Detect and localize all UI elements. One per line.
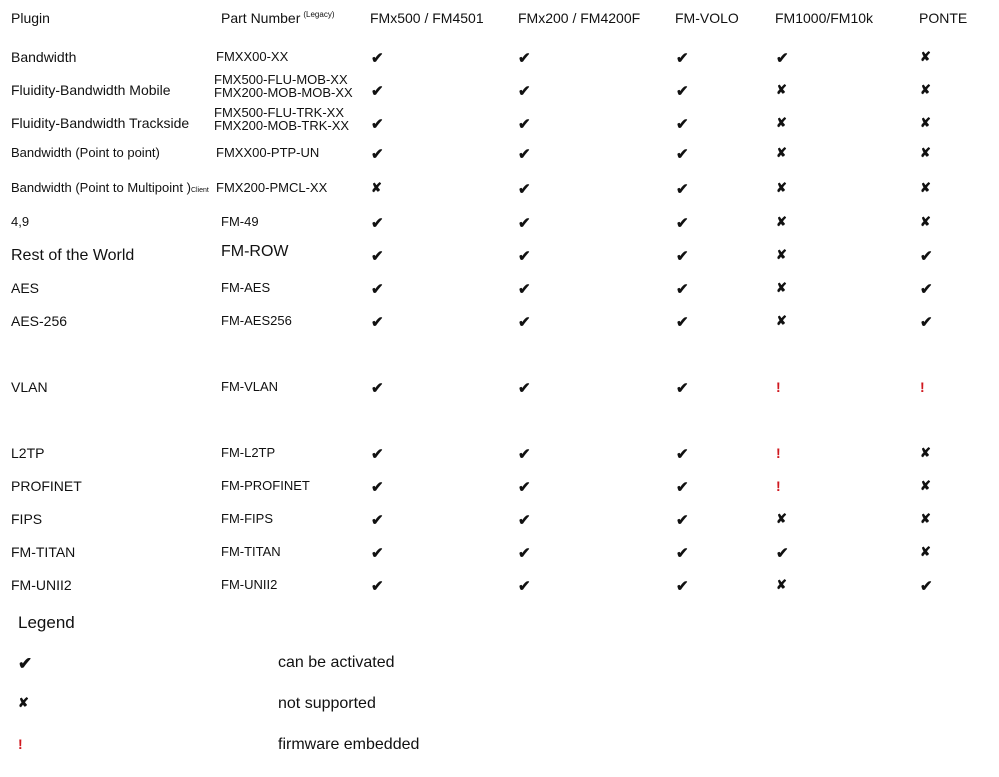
- check-icon: ✔: [518, 578, 531, 595]
- check-icon: ✔: [371, 512, 384, 529]
- cross-icon: ✘: [776, 145, 787, 160]
- plugin-name: [11, 280, 39, 296]
- check-icon: ✔: [676, 181, 689, 198]
- plugin-label: Bandwidth: [11, 49, 77, 65]
- check-icon: ✔: [371, 116, 384, 133]
- cross-icon: ✘: [776, 511, 787, 526]
- cross-icon: ✘: [920, 115, 931, 130]
- part-number-line: FM-TITAN: [221, 544, 281, 559]
- plugin-name: [11, 247, 134, 265]
- check-icon: ✔: [371, 479, 384, 496]
- plugin-note: Client: [190, 187, 209, 194]
- exclamation-icon: !: [776, 445, 781, 461]
- check-icon: ✔: [676, 479, 689, 496]
- plugin-name: [11, 214, 29, 229]
- part-number-line: FMX500-FLU-MOB-XX: [214, 72, 348, 87]
- plugin-label: VLAN: [11, 379, 48, 395]
- part-number-line: FM-UNII2: [221, 577, 278, 592]
- plugin-name: [11, 115, 189, 131]
- cross-icon: ✘: [920, 445, 931, 460]
- plugin-label: FM-TITAN: [11, 544, 76, 560]
- check-icon: ✔: [676, 50, 689, 67]
- column-header-device-3: FM-VOLO: [675, 10, 739, 26]
- check-icon: ✔: [371, 446, 384, 463]
- cross-icon: ✘: [776, 313, 787, 328]
- plugin-name: [11, 313, 67, 329]
- plugin-label: L2TP: [11, 445, 45, 461]
- plugin-name: [11, 577, 72, 593]
- part-number: [216, 146, 319, 159]
- plugin-label: AES-256: [11, 313, 68, 329]
- plugin-label: Fluidity-Bandwidth Mobile: [11, 82, 171, 98]
- cross-icon: ✘: [776, 214, 787, 229]
- exclamation-icon: !: [18, 736, 23, 752]
- check-icon: ✔: [676, 545, 689, 562]
- part-number-line: FM-49: [221, 214, 259, 229]
- part-number: [221, 512, 273, 525]
- part-number: [221, 245, 289, 258]
- part-number-line: FM-PROFINET: [221, 478, 310, 493]
- part-number: [221, 314, 292, 327]
- cross-icon: ✘: [920, 544, 931, 559]
- check-icon: ✔: [371, 83, 384, 100]
- check-icon: ✔: [518, 83, 531, 100]
- part-number: [221, 479, 310, 492]
- column-header-device-5: PONTE: [919, 10, 968, 26]
- table-header: [0, 0, 999, 33]
- check-icon: ✔: [18, 654, 33, 673]
- cross-icon: ✘: [776, 115, 787, 130]
- plugin-label: Rest of the World: [11, 247, 135, 264]
- check-icon: ✔: [676, 314, 689, 331]
- part-number-line: FM-AES256: [221, 313, 292, 328]
- part-number-line: FM-AES: [221, 280, 271, 295]
- legacy-note: (Legacy): [303, 10, 335, 20]
- plugin-name: [11, 145, 160, 160]
- legend-item: [0, 695, 999, 719]
- check-icon: ✔: [518, 116, 531, 133]
- cross-icon: ✘: [776, 180, 787, 195]
- check-icon: ✔: [371, 215, 384, 232]
- part-number-line: FM-L2TP: [221, 445, 276, 460]
- check-icon: ✔: [676, 146, 689, 163]
- check-icon: ✔: [518, 181, 531, 198]
- plugin-name: [11, 379, 48, 395]
- check-icon: ✔: [371, 50, 384, 67]
- check-icon: ✔: [920, 314, 933, 331]
- check-icon: ✔: [676, 281, 689, 298]
- plugin-label: Fluidity-Bandwidth Trackside: [11, 115, 190, 131]
- cross-icon: ✘: [371, 180, 382, 195]
- legend-title: Legend: [18, 613, 75, 632]
- check-icon: ✔: [518, 446, 531, 463]
- part-number-line: FMX200-PMCL-XX: [216, 180, 328, 195]
- cross-icon: ✘: [776, 82, 787, 97]
- check-icon: ✔: [371, 314, 384, 331]
- part-number-line: FMXX00-PTP-UN: [216, 145, 320, 160]
- check-icon: ✔: [920, 281, 933, 298]
- legend-item: [0, 654, 999, 678]
- check-icon: ✔: [518, 281, 531, 298]
- part-number: [214, 73, 353, 99]
- check-icon: ✔: [518, 50, 531, 67]
- part-number-line: FMX200-MOB-TRK-XX: [214, 118, 350, 133]
- check-icon: ✔: [371, 545, 384, 562]
- part-number-label: Part Number: [221, 10, 301, 26]
- check-icon: ✔: [518, 215, 531, 232]
- check-icon: ✔: [518, 479, 531, 496]
- column-header-plugin: Plugin: [11, 10, 50, 26]
- column-header-device-2: FMx200 / FM4200F: [518, 10, 641, 26]
- check-icon: ✔: [371, 248, 384, 265]
- column-header-device-1: FMx500 / FM4501: [370, 10, 484, 26]
- part-number: [216, 50, 288, 63]
- plugin-name: [11, 82, 171, 98]
- check-icon: ✔: [920, 248, 933, 265]
- cross-icon: ✘: [776, 280, 787, 295]
- exclamation-icon: !: [776, 478, 781, 494]
- cross-icon: ✘: [920, 49, 931, 64]
- legend-label: not supported: [278, 695, 376, 712]
- plugin-name: [11, 544, 75, 560]
- plugin-label: Bandwidth (Point to point): [11, 145, 160, 160]
- check-icon: ✔: [676, 446, 689, 463]
- check-icon: ✔: [518, 146, 531, 163]
- part-number: [214, 106, 349, 132]
- column-header-device-4: FM1000/FM10k: [775, 10, 874, 26]
- plugin-label: Bandwidth (Point to Multipoint ): [11, 180, 191, 195]
- part-number-line: FM-VLAN: [221, 379, 279, 394]
- cross-icon: ✘: [776, 577, 787, 592]
- legend-label: can be activated: [278, 654, 395, 671]
- check-icon: ✔: [776, 545, 789, 562]
- check-icon: ✔: [518, 512, 531, 529]
- part-number-line: FMXX00-XX: [216, 49, 289, 64]
- plugin-label: PROFINET: [11, 478, 82, 494]
- legend-label: firmware embedded: [278, 736, 420, 753]
- cross-icon: ✘: [920, 478, 931, 493]
- check-icon: ✔: [676, 578, 689, 595]
- cross-icon: ✘: [920, 214, 931, 229]
- check-icon: ✔: [518, 314, 531, 331]
- plugin-name: [11, 49, 76, 65]
- check-icon: ✔: [776, 50, 789, 67]
- check-icon: ✔: [371, 578, 384, 595]
- check-icon: ✔: [676, 83, 689, 100]
- check-icon: ✔: [676, 512, 689, 529]
- exclamation-icon: !: [776, 379, 781, 395]
- plugin-label: FIPS: [11, 511, 43, 527]
- plugin-label: FM-UNII2: [11, 577, 72, 593]
- part-number: [221, 446, 275, 459]
- exclamation-icon: !: [920, 379, 925, 395]
- part-number: [221, 380, 278, 393]
- plugin-name: [11, 445, 44, 461]
- check-icon: ✔: [676, 248, 689, 265]
- cross-icon: ✘: [776, 247, 787, 262]
- part-number: [216, 181, 327, 194]
- part-number: [221, 545, 281, 558]
- check-icon: ✔: [518, 248, 531, 265]
- plugin-name: [11, 180, 209, 195]
- check-icon: ✔: [676, 380, 689, 397]
- plugin-name: [11, 478, 82, 494]
- cross-icon: ✘: [920, 180, 931, 195]
- check-icon: ✔: [371, 380, 384, 397]
- part-number-line: FM-FIPS: [221, 511, 273, 526]
- check-icon: ✔: [920, 578, 933, 595]
- check-icon: ✔: [518, 380, 531, 397]
- check-icon: ✔: [371, 146, 384, 163]
- check-icon: ✔: [676, 215, 689, 232]
- part-number-line: FMX500-FLU-TRK-XX: [214, 105, 345, 120]
- cross-icon: ✘: [920, 145, 931, 160]
- check-icon: ✔: [371, 281, 384, 298]
- plugin-name: [11, 511, 42, 527]
- column-header-part-number: [221, 10, 334, 26]
- legend-item: [0, 736, 999, 760]
- check-icon: ✔: [676, 116, 689, 133]
- plugin-label: 4,9: [11, 214, 30, 229]
- cross-icon: ✘: [920, 82, 931, 97]
- part-number-line: FM-ROW: [221, 243, 289, 260]
- cross-icon: ✘: [920, 511, 931, 526]
- plugin-label: AES: [11, 280, 40, 296]
- part-number: [221, 215, 259, 228]
- part-number: [221, 281, 270, 294]
- cross-icon: ✘: [18, 695, 29, 710]
- part-number: [221, 578, 277, 591]
- part-number-line: FMX200-MOB-MOB-XX: [214, 85, 353, 100]
- check-icon: ✔: [518, 545, 531, 562]
